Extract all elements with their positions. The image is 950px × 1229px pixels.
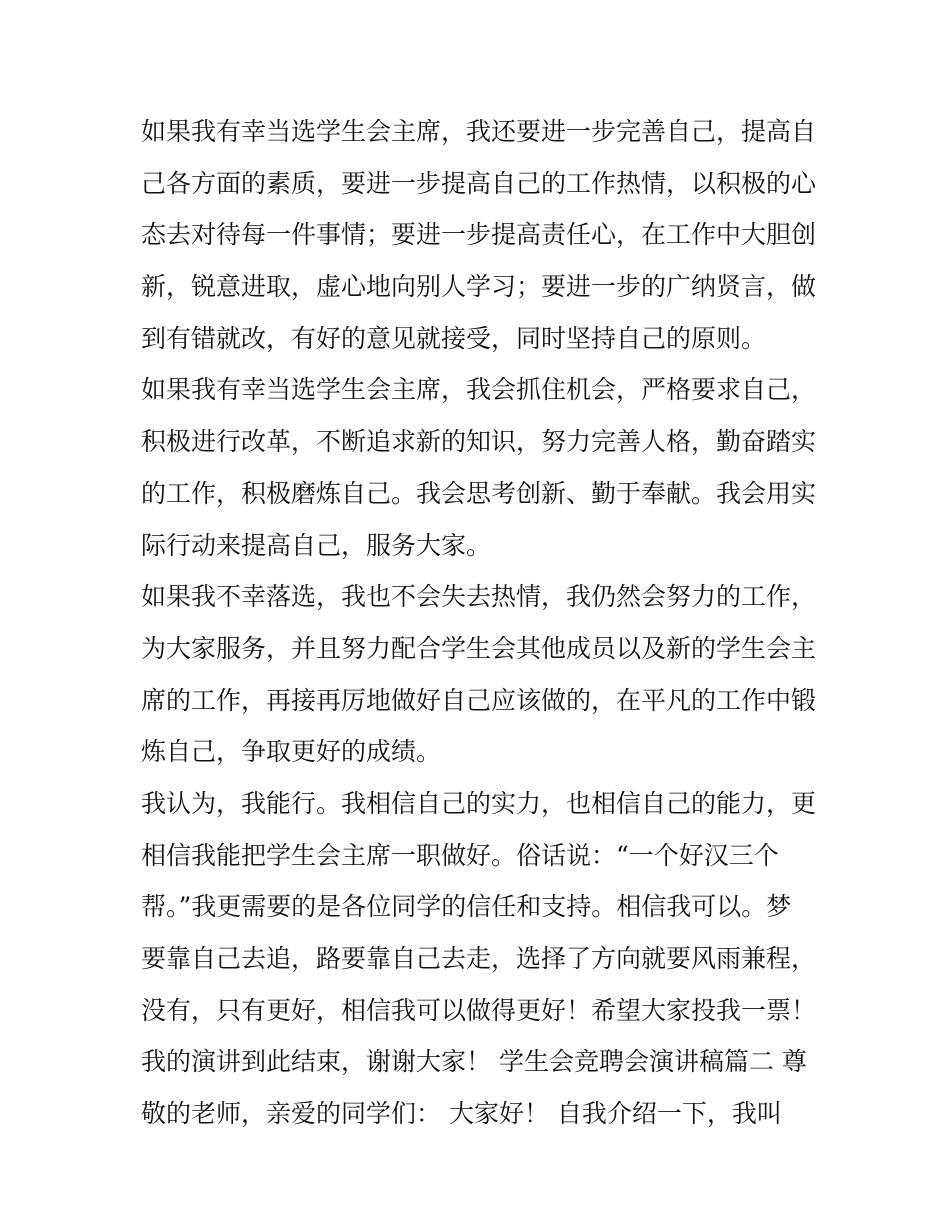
text-line-10: 如果我不幸落选，我也不会失去热情，我仍然会努力的工作， [141, 582, 817, 612]
text-line-3: 态去对待每一件事情；要进一步提高责任心，在工作中大胆创 [141, 220, 817, 250]
speech-text [141, 106, 821, 1140]
text-line-20: 敬的老师，亲爱的同学们： 大家好！ 自我介绍一下，我叫 [141, 1099, 782, 1129]
text-line-12: 席的工作，再接再厉地做好自己应该做的，在平凡的工作中锻 [141, 685, 817, 715]
text-line-9: 际行动来提高自己，服务大家。 [141, 530, 492, 560]
text-line-16: 帮。”我更需要的是各位同学的信任和支持。相信我可以。梦 [141, 892, 792, 922]
text-line-5: 到有错就改，有好的意见就接受，同时坚持自己的原则。 [141, 323, 767, 353]
text-line-8: 的工作，积极磨炼自己。我会思考创新、勤于奉献。我会用实 [141, 478, 817, 508]
text-line-13: 炼自己，争取更好的成绩。 [141, 737, 442, 767]
text-line-7: 积极进行改革，不断追求新的知识，努力完善人格，勤奋踏实 [141, 427, 817, 457]
text-line-14: 我认为，我能行。我相信自己的实力，也相信自己的能力，更 [141, 788, 817, 818]
text-line-18: 没有，只有更好，相信我可以做得更好！希望大家投我一票！ [141, 995, 817, 1025]
text-line-11: 为大家服务，并且努力配合学生会其他成员以及新的学生会主 [141, 633, 817, 663]
text-line-17: 要靠自己去追，路要靠自己去走，选择了方向就要风雨兼程， [141, 944, 817, 973]
text-line-19: 我的演讲到此结束，谢谢大家！ 学生会竞聘会演讲稿篇二 尊 [141, 1047, 807, 1077]
text-line-1: 如果我有幸当选学生会主席，我还要进一步完善自己，提高自 [141, 117, 817, 146]
text-line-6: 如果我有幸当选学生会主席，我会抓住机会，严格要求自己， [141, 375, 817, 405]
text-line-15: 相信我能把学生会主席一职做好。俗话说：“一个好汉三个 [141, 840, 779, 870]
text-line-2: 己各方面的素质，要进一步提高自己的工作热情，以积极的心 [141, 168, 817, 198]
text-line-4: 新，锐意进取，虚心地向别人学习；要进一步的广纳贤言，做 [141, 272, 817, 302]
